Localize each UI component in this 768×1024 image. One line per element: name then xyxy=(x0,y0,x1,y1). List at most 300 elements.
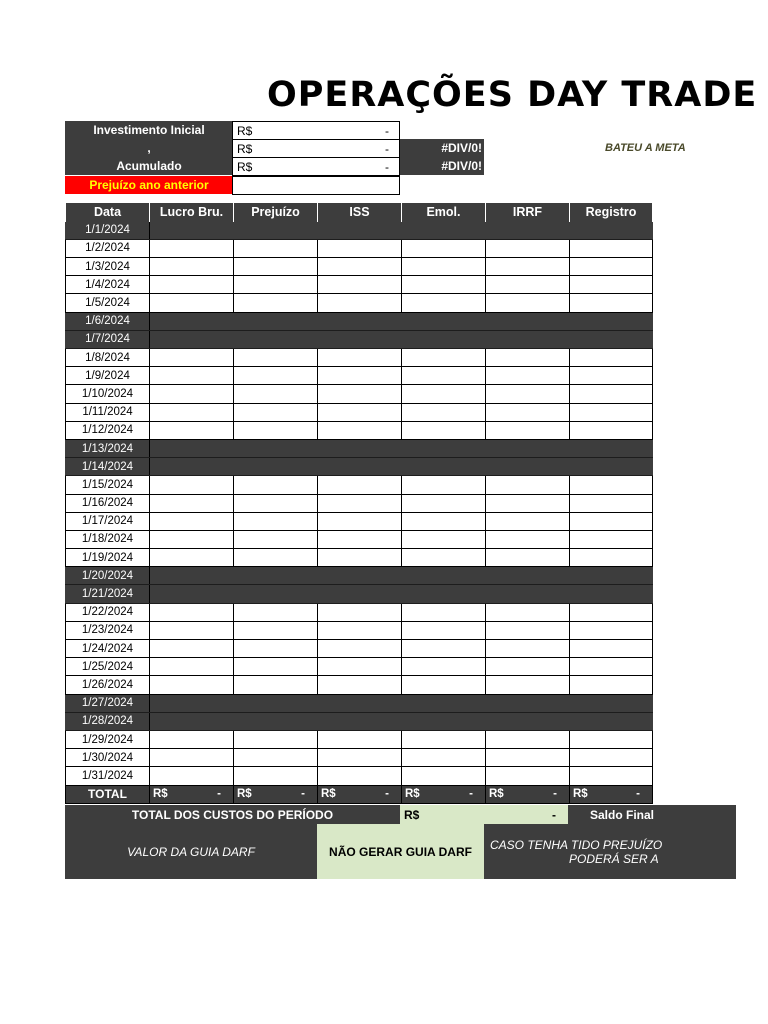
table-row xyxy=(66,730,653,748)
value-cell[interactable] xyxy=(570,621,653,639)
div-error-meta: #DIV/0! xyxy=(400,139,484,157)
table-row xyxy=(66,694,653,712)
column-header: Emol. xyxy=(402,203,486,221)
value-cell[interactable] xyxy=(150,385,234,403)
value-cell[interactable] xyxy=(318,476,402,494)
value-cell[interactable] xyxy=(486,221,570,239)
value-cell[interactable] xyxy=(318,312,402,330)
value-cell[interactable] xyxy=(486,585,570,603)
value-cell[interactable] xyxy=(570,276,653,294)
value-cell[interactable] xyxy=(486,767,570,785)
date-cell: 1/31/2024 xyxy=(66,767,150,785)
value-cell[interactable] xyxy=(234,512,318,530)
value-cell[interactable] xyxy=(570,567,653,585)
value-cell[interactable] xyxy=(150,221,234,239)
table-row xyxy=(66,258,653,276)
value-cell[interactable] xyxy=(486,694,570,712)
table-row xyxy=(66,330,653,348)
value-cell[interactable] xyxy=(318,676,402,694)
table-row xyxy=(66,494,653,512)
investimento-value: - xyxy=(385,123,389,138)
value-cell[interactable] xyxy=(402,603,486,621)
page-title: OPERAÇÕES DAY TRADE xyxy=(267,75,758,115)
total-custos-field[interactable] xyxy=(400,805,568,824)
value-cell[interactable] xyxy=(402,640,486,658)
value-cell[interactable] xyxy=(570,403,653,421)
value-cell[interactable] xyxy=(486,494,570,512)
table-row xyxy=(66,239,653,257)
value-cell[interactable] xyxy=(570,658,653,676)
total-label: TOTAL xyxy=(66,785,150,803)
value-cell[interactable] xyxy=(570,258,653,276)
value-cell[interactable] xyxy=(486,349,570,367)
date-cell: 1/20/2024 xyxy=(66,567,150,585)
total-value: - xyxy=(217,788,221,801)
value-cell[interactable] xyxy=(150,367,234,385)
value-cell[interactable] xyxy=(150,658,234,676)
value-cell[interactable] xyxy=(486,621,570,639)
date-cell: 1/24/2024 xyxy=(66,640,150,658)
valor-guia-darf-label: VALOR DA GUIA DARF xyxy=(65,824,317,879)
value-cell[interactable] xyxy=(486,294,570,312)
value-cell[interactable] xyxy=(486,239,570,257)
value-cell[interactable] xyxy=(486,458,570,476)
value-cell[interactable] xyxy=(234,385,318,403)
value-cell[interactable] xyxy=(318,640,402,658)
value-cell[interactable] xyxy=(150,294,234,312)
value-cell[interactable] xyxy=(234,767,318,785)
darf-status: NÃO GERAR GUIA DARF xyxy=(317,824,484,879)
value-cell[interactable] xyxy=(234,239,318,257)
column-header: Lucro Bru. xyxy=(150,203,234,221)
date-cell: 1/26/2024 xyxy=(66,676,150,694)
value-cell[interactable] xyxy=(318,385,402,403)
value-cell[interactable] xyxy=(150,585,234,603)
saldo-final-label: Saldo Final xyxy=(568,805,736,824)
table-row xyxy=(66,530,653,548)
value-cell[interactable] xyxy=(150,640,234,658)
value-cell[interactable] xyxy=(150,512,234,530)
value-cell[interactable] xyxy=(318,512,402,530)
value-cell[interactable] xyxy=(234,658,318,676)
value-cell[interactable] xyxy=(318,239,402,257)
date-cell: 1/9/2024 xyxy=(66,367,150,385)
table-row xyxy=(66,476,653,494)
value-cell[interactable] xyxy=(234,640,318,658)
value-cell[interactable] xyxy=(570,676,653,694)
value-cell[interactable] xyxy=(234,530,318,548)
total-cell xyxy=(150,785,234,803)
date-cell: 1/29/2024 xyxy=(66,730,150,748)
currency-symbol: R$ xyxy=(405,788,420,801)
currency-symbol: R$ xyxy=(237,159,253,174)
currency-symbol: R$ xyxy=(153,788,168,801)
value-cell[interactable] xyxy=(402,294,486,312)
date-cell: 1/1/2024 xyxy=(66,221,150,239)
date-cell: 1/27/2024 xyxy=(66,694,150,712)
value-cell[interactable] xyxy=(150,239,234,257)
value-cell[interactable] xyxy=(570,640,653,658)
value-cell[interactable] xyxy=(486,749,570,767)
value-cell[interactable] xyxy=(150,349,234,367)
column-header: ISS xyxy=(318,203,402,221)
value-cell[interactable] xyxy=(234,749,318,767)
value-cell[interactable] xyxy=(318,749,402,767)
value-cell[interactable] xyxy=(486,367,570,385)
value-cell[interactable] xyxy=(150,749,234,767)
value-cell[interactable] xyxy=(150,694,234,712)
table-row xyxy=(66,549,653,567)
value-cell[interactable] xyxy=(318,730,402,748)
value-cell[interactable] xyxy=(486,403,570,421)
date-cell: 1/2/2024 xyxy=(66,239,150,257)
value-cell[interactable] xyxy=(150,476,234,494)
value-cell[interactable] xyxy=(570,585,653,603)
date-cell: 1/6/2024 xyxy=(66,312,150,330)
value-cell[interactable] xyxy=(318,585,402,603)
value-cell[interactable] xyxy=(402,221,486,239)
date-cell: 1/11/2024 xyxy=(66,403,150,421)
acumulado-field[interactable] xyxy=(232,157,400,176)
date-cell: 1/23/2024 xyxy=(66,621,150,639)
value-cell[interactable] xyxy=(234,294,318,312)
daily-operations-table xyxy=(65,203,653,804)
value-cell[interactable] xyxy=(570,512,653,530)
value-cell[interactable] xyxy=(486,330,570,348)
date-cell: 1/30/2024 xyxy=(66,749,150,767)
value-cell[interactable] xyxy=(570,730,653,748)
value-cell[interactable] xyxy=(234,458,318,476)
value-cell[interactable] xyxy=(402,476,486,494)
total-cell xyxy=(570,785,653,803)
value-cell[interactable] xyxy=(570,312,653,330)
value-cell[interactable] xyxy=(486,312,570,330)
value-cell[interactable] xyxy=(234,476,318,494)
value-cell[interactable] xyxy=(318,767,402,785)
date-cell: 1/12/2024 xyxy=(66,421,150,439)
column-header: IRRF xyxy=(486,203,570,221)
bateu-meta-label: BATEU A META xyxy=(605,141,686,154)
value-cell[interactable] xyxy=(318,694,402,712)
value-cell[interactable] xyxy=(402,439,486,457)
value-cell[interactable] xyxy=(318,294,402,312)
value-cell[interactable] xyxy=(234,549,318,567)
date-cell: 1/8/2024 xyxy=(66,349,150,367)
value-cell[interactable] xyxy=(402,349,486,367)
date-cell: 1/17/2024 xyxy=(66,512,150,530)
value-cell[interactable] xyxy=(234,312,318,330)
value-cell[interactable] xyxy=(486,258,570,276)
currency-symbol: R$ xyxy=(237,141,253,156)
comma-field[interactable] xyxy=(232,139,400,158)
value-cell[interactable] xyxy=(402,330,486,348)
investimento-inicial-field[interactable] xyxy=(232,121,400,140)
date-cell: 1/22/2024 xyxy=(66,603,150,621)
value-cell[interactable] xyxy=(150,403,234,421)
value-cell[interactable] xyxy=(402,239,486,257)
value-cell[interactable] xyxy=(234,730,318,748)
value-cell[interactable] xyxy=(486,385,570,403)
value-cell[interactable] xyxy=(318,621,402,639)
value-cell[interactable] xyxy=(234,258,318,276)
value-cell[interactable] xyxy=(234,694,318,712)
value-cell[interactable] xyxy=(318,603,402,621)
column-header: Prejuízo xyxy=(234,203,318,221)
value-cell[interactable] xyxy=(150,458,234,476)
value-cell[interactable] xyxy=(318,549,402,567)
table-row xyxy=(66,349,653,367)
currency-symbol: R$ xyxy=(404,807,420,822)
value-cell[interactable] xyxy=(318,221,402,239)
value-cell[interactable] xyxy=(486,603,570,621)
value-cell[interactable] xyxy=(150,549,234,567)
value-cell[interactable] xyxy=(402,421,486,439)
value-cell[interactable] xyxy=(402,258,486,276)
value-cell[interactable] xyxy=(150,767,234,785)
value-cell[interactable] xyxy=(150,258,234,276)
value-cell[interactable] xyxy=(150,567,234,585)
date-cell: 1/10/2024 xyxy=(66,385,150,403)
total-value: - xyxy=(301,788,305,801)
value-cell[interactable] xyxy=(570,367,653,385)
date-cell: 1/25/2024 xyxy=(66,658,150,676)
value-cell[interactable] xyxy=(234,367,318,385)
value-cell[interactable] xyxy=(234,276,318,294)
table-row xyxy=(66,712,653,730)
total-cell xyxy=(486,785,570,803)
value-cell[interactable] xyxy=(150,312,234,330)
date-cell: 1/15/2024 xyxy=(66,476,150,494)
currency-symbol: R$ xyxy=(489,788,504,801)
value-cell[interactable] xyxy=(570,530,653,548)
value-cell[interactable] xyxy=(570,603,653,621)
value-cell[interactable] xyxy=(570,421,653,439)
value-cell[interactable] xyxy=(486,476,570,494)
value-cell[interactable] xyxy=(150,439,234,457)
date-cell: 1/19/2024 xyxy=(66,549,150,567)
value-cell[interactable] xyxy=(486,439,570,457)
table-header-row xyxy=(66,203,653,221)
table-row xyxy=(66,403,653,421)
total-cell xyxy=(318,785,402,803)
value-cell[interactable] xyxy=(570,549,653,567)
total-value: - xyxy=(469,788,473,801)
value-cell[interactable] xyxy=(402,403,486,421)
value-cell[interactable] xyxy=(570,294,653,312)
value-cell[interactable] xyxy=(570,749,653,767)
comma-value: - xyxy=(385,141,389,156)
acumulado-label: Acumulado xyxy=(65,157,233,175)
value-cell[interactable] xyxy=(234,421,318,439)
value-cell[interactable] xyxy=(234,403,318,421)
table-row xyxy=(66,640,653,658)
date-cell: 1/13/2024 xyxy=(66,439,150,457)
table-row xyxy=(66,567,653,585)
table-row xyxy=(66,276,653,294)
table-row xyxy=(66,439,653,457)
value-cell[interactable] xyxy=(402,585,486,603)
value-cell[interactable] xyxy=(318,421,402,439)
value-cell[interactable] xyxy=(402,530,486,548)
value-cell[interactable] xyxy=(486,712,570,730)
value-cell[interactable] xyxy=(234,676,318,694)
date-cell: 1/16/2024 xyxy=(66,494,150,512)
value-cell[interactable] xyxy=(486,276,570,294)
value-cell[interactable] xyxy=(402,567,486,585)
date-cell: 1/3/2024 xyxy=(66,258,150,276)
value-cell[interactable] xyxy=(570,385,653,403)
value-cell[interactable] xyxy=(234,494,318,512)
table-row xyxy=(66,385,653,403)
total-value: - xyxy=(636,788,640,801)
value-cell[interactable] xyxy=(402,730,486,748)
value-cell[interactable] xyxy=(402,367,486,385)
value-cell[interactable] xyxy=(318,349,402,367)
currency-symbol: R$ xyxy=(321,788,336,801)
value-cell[interactable] xyxy=(318,276,402,294)
value-cell[interactable] xyxy=(402,385,486,403)
table-row xyxy=(66,421,653,439)
value-cell[interactable] xyxy=(150,276,234,294)
table-row xyxy=(66,658,653,676)
table-row xyxy=(66,221,653,239)
value-cell[interactable] xyxy=(150,603,234,621)
value-cell[interactable] xyxy=(150,530,234,548)
value-cell[interactable] xyxy=(402,712,486,730)
column-header: Registro xyxy=(570,203,653,221)
value-cell[interactable] xyxy=(234,603,318,621)
table-row xyxy=(66,621,653,639)
value-cell[interactable] xyxy=(570,239,653,257)
value-cell[interactable] xyxy=(402,512,486,530)
value-cell[interactable] xyxy=(570,494,653,512)
value-cell[interactable] xyxy=(150,330,234,348)
table-row xyxy=(66,458,653,476)
total-value: - xyxy=(553,788,557,801)
value-cell[interactable] xyxy=(234,439,318,457)
value-cell[interactable] xyxy=(486,730,570,748)
currency-symbol: R$ xyxy=(237,123,253,138)
value-cell[interactable] xyxy=(402,676,486,694)
value-cell[interactable] xyxy=(234,221,318,239)
value-cell[interactable] xyxy=(570,712,653,730)
table-row xyxy=(66,294,653,312)
value-cell[interactable] xyxy=(570,458,653,476)
value-cell[interactable] xyxy=(402,458,486,476)
value-cell[interactable] xyxy=(402,494,486,512)
table-row xyxy=(66,585,653,603)
value-cell[interactable] xyxy=(486,676,570,694)
value-cell[interactable] xyxy=(150,421,234,439)
value-cell[interactable] xyxy=(234,712,318,730)
value-cell[interactable] xyxy=(318,458,402,476)
column-header: Data xyxy=(66,203,150,221)
value-cell[interactable] xyxy=(570,439,653,457)
value-cell[interactable] xyxy=(318,439,402,457)
value-cell[interactable] xyxy=(402,694,486,712)
value-cell[interactable] xyxy=(150,730,234,748)
value-cell[interactable] xyxy=(402,767,486,785)
value-cell[interactable] xyxy=(318,712,402,730)
value-cell[interactable] xyxy=(318,403,402,421)
value-cell[interactable] xyxy=(570,694,653,712)
value-cell[interactable] xyxy=(318,530,402,548)
table-row xyxy=(66,749,653,767)
total-custos-value: - xyxy=(552,807,556,822)
value-cell[interactable] xyxy=(402,621,486,639)
date-cell: 1/21/2024 xyxy=(66,585,150,603)
date-cell: 1/7/2024 xyxy=(66,330,150,348)
table-row xyxy=(66,512,653,530)
date-cell: 1/28/2024 xyxy=(66,712,150,730)
value-cell[interactable] xyxy=(318,258,402,276)
value-cell[interactable] xyxy=(486,549,570,567)
value-cell[interactable] xyxy=(318,367,402,385)
value-cell[interactable] xyxy=(402,658,486,676)
prejuizo-note: CASO TENHA TIDO PREJUÍZO PODERÁ SER A xyxy=(484,824,736,879)
value-cell[interactable] xyxy=(570,330,653,348)
value-cell[interactable] xyxy=(570,349,653,367)
value-cell[interactable] xyxy=(150,621,234,639)
date-cell: 1/14/2024 xyxy=(66,458,150,476)
date-cell: 1/5/2024 xyxy=(66,294,150,312)
value-cell[interactable] xyxy=(486,658,570,676)
div-error-acumulado: #DIV/0! xyxy=(400,157,484,175)
value-cell[interactable] xyxy=(402,312,486,330)
value-cell[interactable] xyxy=(150,712,234,730)
table-row xyxy=(66,312,653,330)
value-cell[interactable] xyxy=(318,330,402,348)
table-row xyxy=(66,367,653,385)
comma-label: , xyxy=(65,139,233,157)
value-cell[interactable] xyxy=(150,494,234,512)
table-row xyxy=(66,676,653,694)
date-cell: 1/18/2024 xyxy=(66,530,150,548)
value-cell[interactable] xyxy=(318,567,402,585)
prejuizo-anterior-label: Prejuízo ano anterior xyxy=(65,176,233,194)
value-cell[interactable] xyxy=(570,221,653,239)
value-cell[interactable] xyxy=(486,530,570,548)
table-row xyxy=(66,767,653,785)
value-cell[interactable] xyxy=(486,421,570,439)
prejuizo-anterior-field[interactable] xyxy=(232,176,400,195)
value-cell[interactable] xyxy=(234,567,318,585)
value-cell[interactable] xyxy=(234,349,318,367)
value-cell[interactable] xyxy=(486,512,570,530)
value-cell[interactable] xyxy=(234,621,318,639)
total-row xyxy=(66,785,653,803)
table-row xyxy=(66,603,653,621)
value-cell[interactable] xyxy=(234,585,318,603)
value-cell[interactable] xyxy=(318,658,402,676)
investimento-inicial-label: Investimento Inicial xyxy=(65,121,233,139)
total-cell xyxy=(402,785,486,803)
value-cell[interactable] xyxy=(402,749,486,767)
value-cell[interactable] xyxy=(486,640,570,658)
value-cell[interactable] xyxy=(402,549,486,567)
value-cell[interactable] xyxy=(150,676,234,694)
currency-symbol: R$ xyxy=(237,788,252,801)
total-custos-label: TOTAL DOS CUSTOS DO PERÍODO xyxy=(65,805,400,824)
value-cell[interactable] xyxy=(570,476,653,494)
value-cell[interactable] xyxy=(318,494,402,512)
total-value: - xyxy=(385,788,389,801)
value-cell[interactable] xyxy=(402,276,486,294)
value-cell[interactable] xyxy=(486,567,570,585)
value-cell[interactable] xyxy=(234,330,318,348)
currency-symbol: R$ xyxy=(573,788,588,801)
value-cell[interactable] xyxy=(570,767,653,785)
